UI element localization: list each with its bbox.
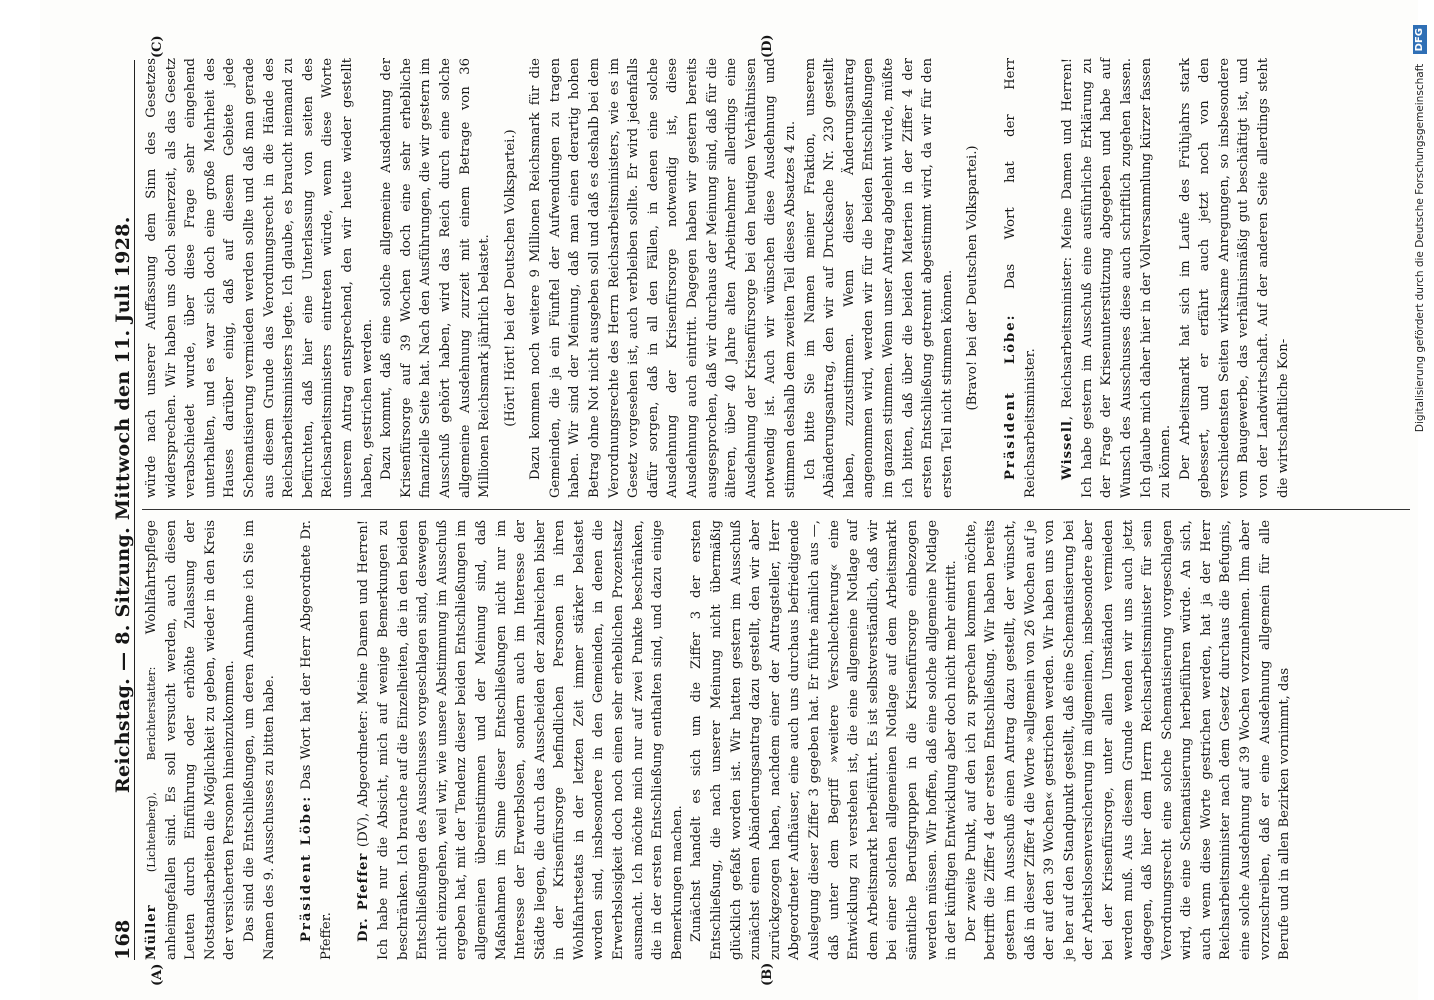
paragraph-text: Meine Damen und Herren! Ich habe nur die Absicht, mich auf wenige Bemerkungen zu beschränken. Ich brauche auf die Einzelheiten, die in den beiden Entschließungen des Ausschusses vorgeschlagen sind, deswegen nicht einzugehen, weil wir, wie unsere Abstimmung im Ausschuß ergeben hat, mit der Tendenz dieser beiden Entschließungen im allgemeinen übereinstimmen und der Meinung sind, daß Maßnahmen im Sinne dieser Entschließungen nicht nur im Interesse der Erwerbslosen, sondern auch im Interesse der Städte liegen, die durch das Ausscheiden der zahlreichen bisher in der Krisenfürsorge befindlichen Personen in ihren Wohlfahrtsetats in der letzten Zeit immer stärker belastet worden sind, insbesondere in den Gemeinden, in denen die Erwerbslosigkeit doch noch einen sehr erheblichen Prozentsatz ausmacht. Ich möchte mich nur auf zwei Punkte beschränken, die in der ersten Entschließung enthalten sind, und dazu einige Bemerkungen machen. <box>356 519 685 960</box>
paragraph: Der Arbeitsmarkt hat sich im Laufe des Frühjahrs stark gebessert, und er erfährt auch jetzt noch von den verschiedensten Seiten wirksame Anregungen, so insbesondere vom Baugewerbe, das verhältnismäßig gut beschäftigt ist, und von der Landwirtschaft. Auf der anderen Seite allerdings steht die wirtschaftliche Kon- <box>1177 58 1291 498</box>
paragraph-text: Das Wort hat der Herr Abgeordnete Dr. Pfeffer. <box>299 520 334 960</box>
paragraph-text: Wohlfahrtspflege anheimgefallen sind. Es soll versucht werden, auch diesen Leuten durch Einführung oder erhöhte Zulassung der Notstandsarbeiten die Möglichkeit zu geben, wieder in den Kreis der versicherten Personen hineinzukommen. <box>144 520 238 960</box>
page-number: 168 <box>112 919 135 960</box>
paragraph: Der zweite Punkt, auf den ich zu sprechen kommen möchte, betrifft die Ziffer 4 der ersten Entschließung. Wir haben bereits gestern im Ausschuß einen Antrag dazu gestellt, der wünscht, daß in dieser Ziffer 4 die Worte »allgemein von 26 Wochen auf je der auf den 39 Wochen« gestrichen werden. Wir haben uns von je her auf den Standpunkt gestellt, daß eine Schematisierung bei der Arbeitslosenversicherung im allgemeinen, insbesondere aber bei der Krisenfürsorge, unter allen Umständen vermieden werden muß. Aus diesem Grunde wenden wir uns auch jetzt dagegen, daß hier dem Herrn Reichsarbeitsminister für sein Verordnungsrecht eine solche Schematisierung vorgeschlagen wird, die eine Schematisierung herbeiführen würde. An sich, auch wenn diese Worte gestrichen werden, hat ja der Herr Reichsarbeitsminister nach dem Gesetz durchaus die Befugnis, eine solche Ausdehnung auf 39 Wochen vorzunehmen. Ihm aber vorzuschreiben, daß er eine Ausdehnung allgemein für alle Berufe und in allen Bezirken vornimmt, das <box>963 520 1293 960</box>
page-content <box>90 30 1420 990</box>
speaker-name: Wissell <box>1060 420 1076 480</box>
paragraph: Dazu kommen noch weitere 9 Millionen Reichsmark für die Gemeinden, die ja ein Fünftel der Aufwendungen zu tragen haben. Wir sind der Meinung, daß man einen derartig hohen Betrag ohne Not nicht ausgeben soll und daß es deshalb bei dem Verordnungsrechte des Herrn Reichsarbeitsministers, wie es im Gesetz vorgesehen ist, auch verbleiben sollte. Er wird jedenfalls dafür sorgen, daß in all den Fällen, in denen eine solche Ausdehnung der Krisenfürsorge notwendig ist, diese Ausdehnung auch eintritt. Dagegen haben wir gestern bereits ausgesprochen, daß wir durchaus der Meinung sind, daß für die älteren, über 40 Jahre alten Arbeitnehmer allerdings eine Ausdehnung der Krisenfürsorge bei den heutigen Verhältnissen notwendig ist. Auch wir wünschen diese Ausdehnung und stimmen deshalb dem zweiten Teil dieses Absatzes 4 zu. <box>528 58 798 498</box>
page-header <box>102 60 135 960</box>
speaker-note: (DV), Abgeordneter: <box>356 710 372 848</box>
speaker-name: Dr. Pfeffer <box>356 852 372 942</box>
paragraph <box>1058 58 1176 498</box>
scanned-page <box>40 0 1418 1000</box>
speaker-note: (Lichtenberg), Berichterstatter: <box>145 666 158 873</box>
dfg-logo: DFG <box>1413 25 1427 54</box>
paragraph: Das sind die Entschließungen, um deren Annahme ich Sie im Namen des 9. Ausschusses zu bitten habe. <box>241 520 277 960</box>
page-title: Reichstag. — 8. Sitzung. Mittwoch den 11. Juli 1928. <box>112 216 135 794</box>
margin-mark-c: (C) <box>150 35 165 58</box>
interjection: (Hört! Hört! bei der Deutschen Volkspartei.) <box>502 129 518 427</box>
paragraph: Zunächst handelt es sich um die Ziffer 3 der ersten Entschließung, die nach unserer Meinung nicht übermäßig glücklich gefaßt worden ist. Wir hatten gestern im Ausschuß zunächst einen Abänderungsantrag dazu gestellt, den wir aber zurückgezogen haben, nachdem einer der Antragsteller, Herr Abgeordneter Aufhäuser, eine auch uns durchaus befriedigende Auslegung dieser Ziffer 3 gegeben hat. Er führte nämlich aus —, daß unter dem Begriff »weitere Verschlechterung« eine Entwicklung zu verstehen ist, die eine allgemeine Notlage auf dem Arbeitsmarkt herbeiführt. Es ist selbstverständlich, daß wir bei einer solchen allgemeinen Notlage auf dem Arbeitsmarkt sämtliche Berufsgruppen in die Krisenfürsorge einbezogen werden müssen. Wir hoffen, daß eine solche allgemeine Notlage in der künftigen Entwicklung aber doch nicht mehr eintritt. <box>689 520 960 960</box>
credit-text: Digitalisierung gefördert durch die Deutsche Forschungsgemeinschaft <box>1414 63 1426 433</box>
left-column <box>142 520 1412 960</box>
margin-mark-b: (B) <box>760 962 775 986</box>
paragraph: Dazu kommt, daß eine solche allgemeine Ausdehnung der Krisenfürsorge auf 39 Wochen doch eine sehr erhebliche finanzielle Seite hat. Nach den Ausführungen, die wir gestern im Ausschuß gehört haben, wird das Reich durch eine solche allgemeine Ausdehnung zurzeit mit einem Betrage von 36 Millionen Reichsmark jährlich belastet. <box>379 58 493 498</box>
president-name: Präsident Löbe: <box>1002 313 1018 480</box>
president-name: Präsident Löbe: <box>299 794 315 942</box>
right-column <box>142 58 1412 498</box>
margin-mark-a: (A) <box>150 963 165 986</box>
paragraph: würde nach unserer Auffassung dem Sinn des Gesetzes widersprechen. Wir haben uns doch seinerzeit, als das Gesetz verabschiedet wurde, über diese Frage sehr eingehend unterhalten, und es war sich doch eine große Mehrheit des Hauses darüber einig, daß auf diesem Gebiete jede Schematisierung vermieden werden sollte und daß man gerade aus diesem Grunde das Verordnungsrecht in die Hände des Reichsarbeitsministers legte. Ich glaube, es braucht niemand zu befürchten, daß hier eine Unterlassung von seiten des Reichsarbeitsministers eintreten würde, wenn diese Worte unserem Antrag entsprechend, den wir heute wieder gestellt haben, gestrichen werden. <box>144 58 375 498</box>
paragraph: Ich bitte Sie im Namen meiner Fraktion, unserem Abänderungsantrag, den wir auf Drucksache Nr. 230 gestellt haben, zuzustimmen. Wenn dieser Änderungsantrag angenommen wird, werden wir für die beiden Entschließungen im ganzen stimmen. Wenn unser Antrag abgelehnt würde, müßte ich bitten, daß über die beiden Materien in der Ziffer 4 der ersten Entschließung getrennt abgestimmt wird, da wir für den ersten Teil nicht stimmen können. <box>802 58 955 498</box>
paragraph <box>297 520 336 960</box>
paragraph-text: Meine Damen und Herren! Ich habe gestern im Ausschuß eine ausführliche Erklärung zu der Frage der Krisenunterstützung abgegeben und habe auf Wunsch des Ausschusses diese auch schriftlich zugehen lassen. Ich glaube mich daher hier in der Vollversammlung kürzer fassen zu können. <box>1060 58 1174 498</box>
paragraph <box>142 520 240 960</box>
paragraph <box>1001 58 1040 498</box>
margin-mark-d: (D) <box>760 34 775 58</box>
speaker-name: Müller <box>144 904 159 960</box>
speaker-note: , Reichsarbeitsminister: <box>1060 256 1076 421</box>
paragraph <box>354 520 687 960</box>
digitization-credit <box>1408 0 1434 1000</box>
paragraph-text: Das Wort hat der Herr Reichsarbeitsminister. <box>1002 58 1038 498</box>
column-divider <box>142 509 1410 510</box>
interjection: (Bravo! bei der Deutschen Volkspartei.) <box>965 145 981 411</box>
